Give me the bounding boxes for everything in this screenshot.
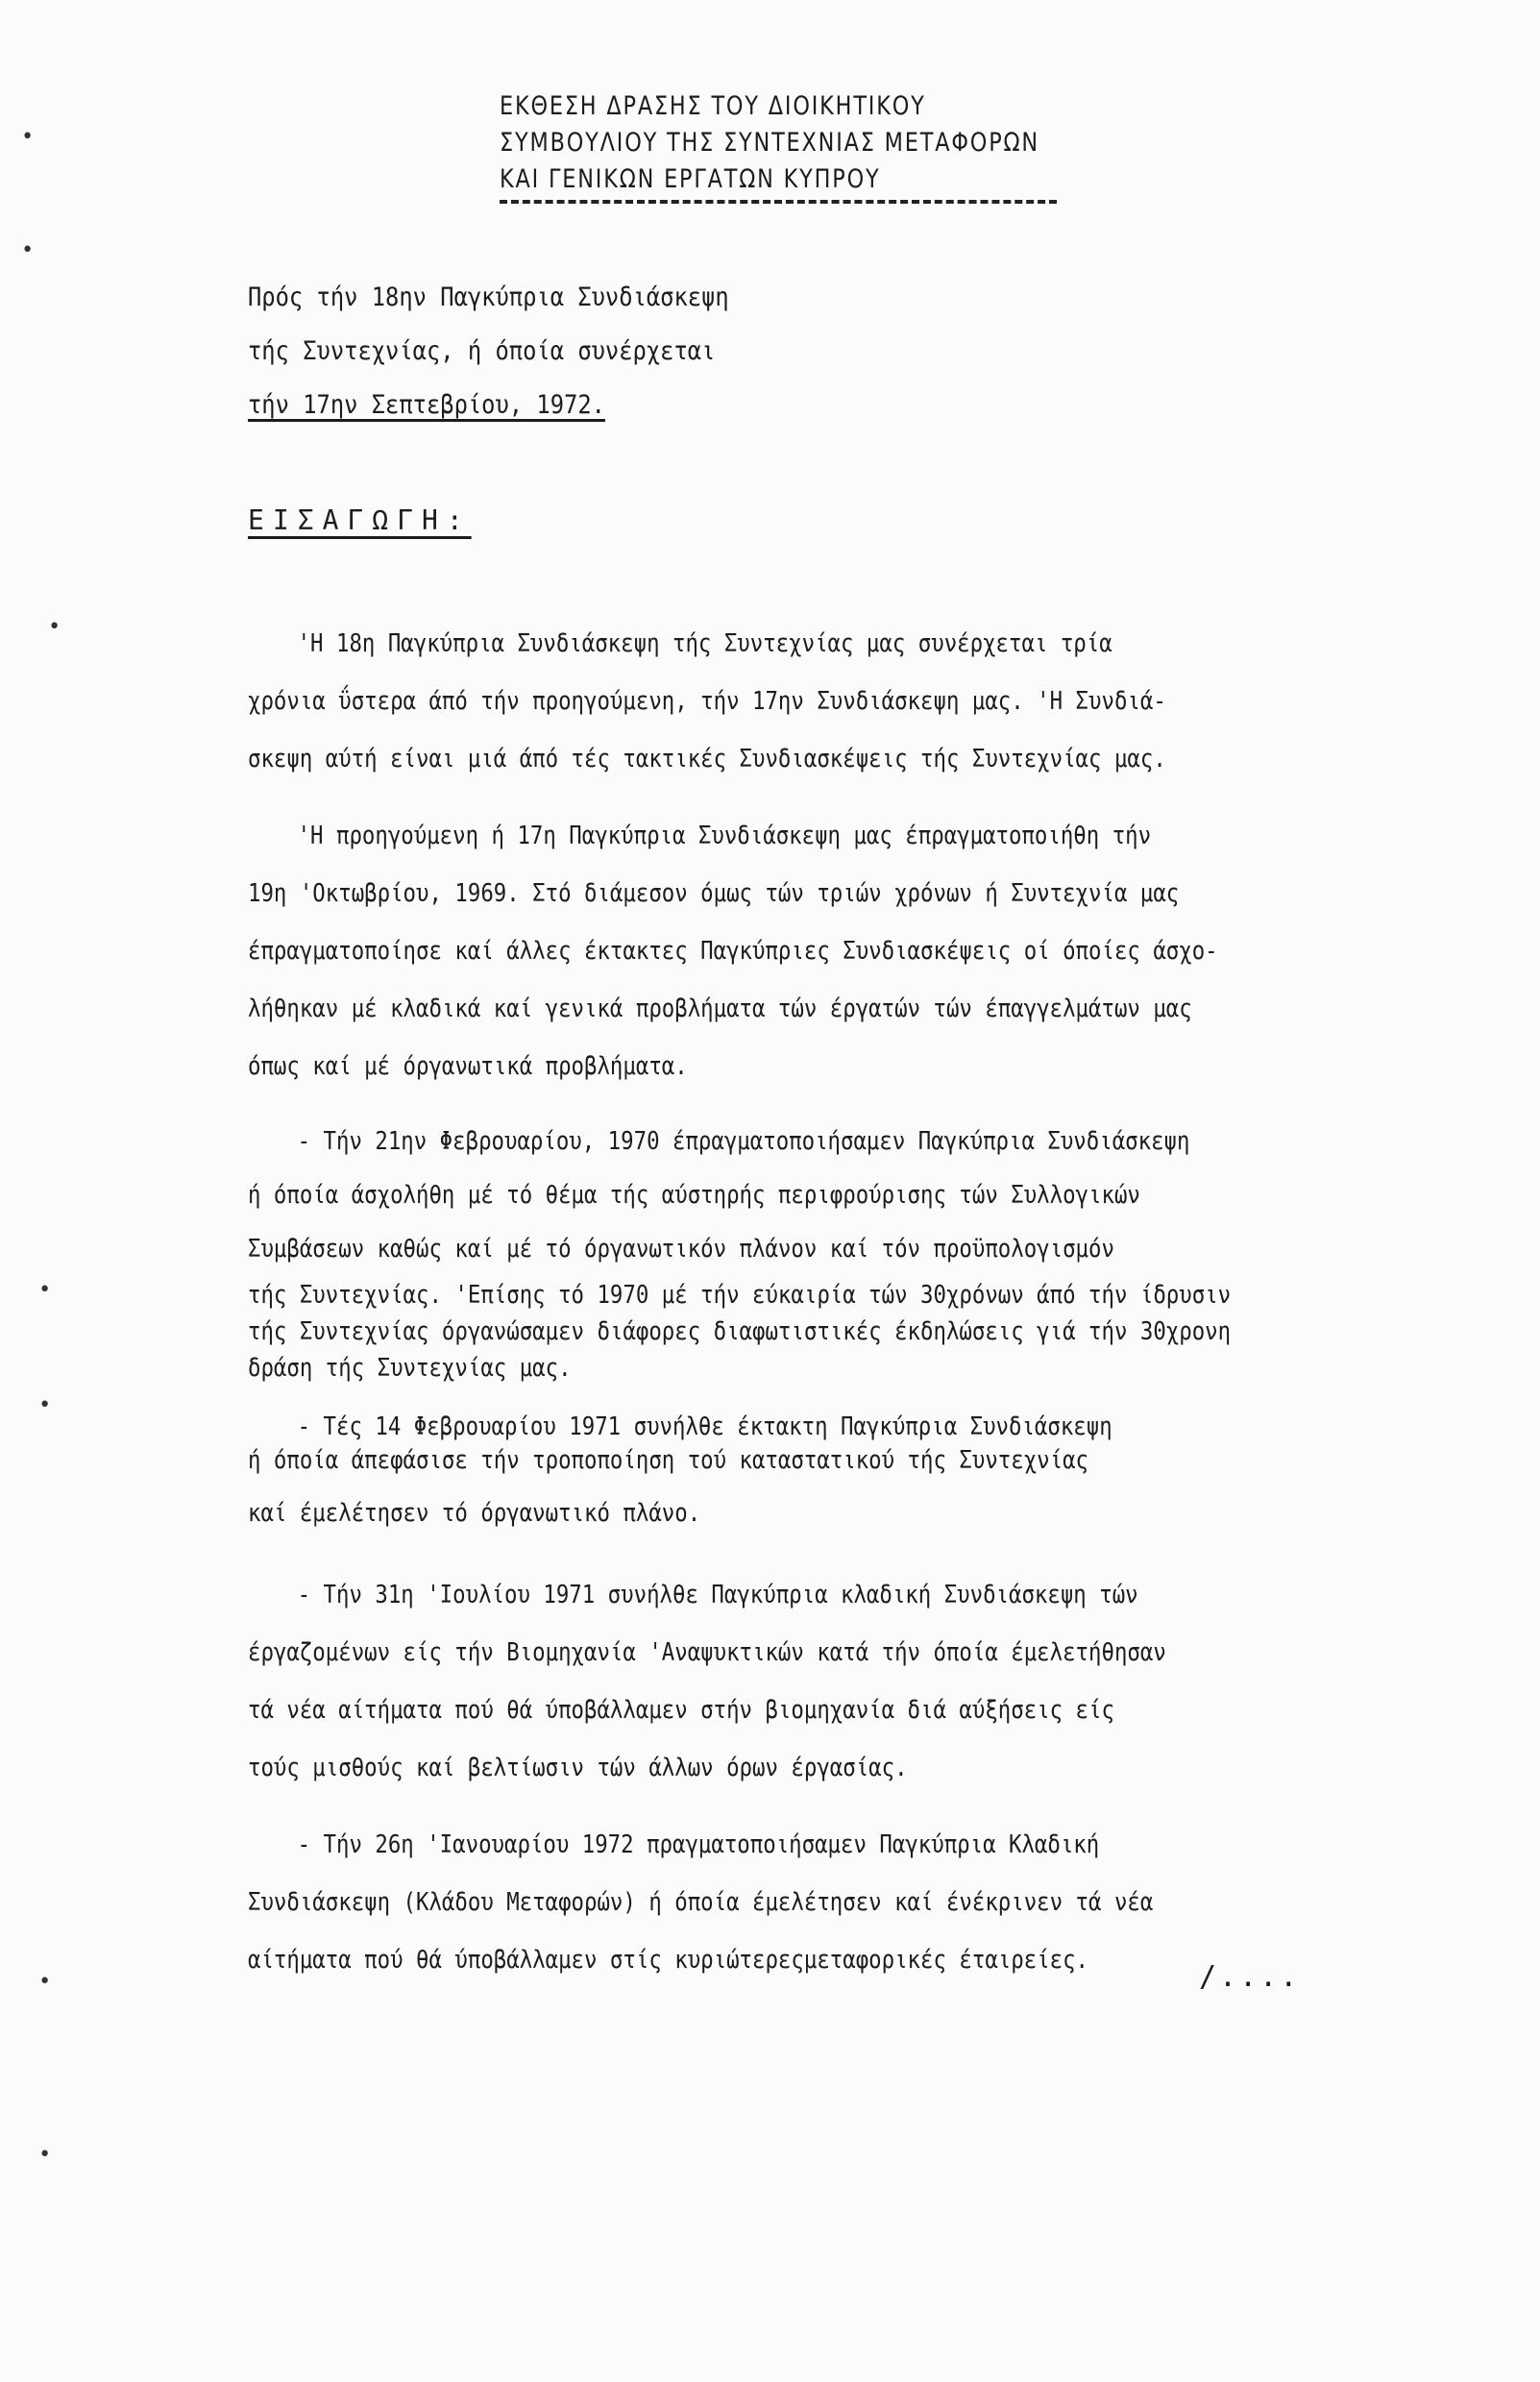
paragraph-line: 'Η προηγούμενη ή 17η Παγκύπρια Συνδιάσκεψη μας έπραγματοποιήθη τήν <box>297 822 1152 850</box>
paragraph-line: - Τήν 31η 'Ιουλίου 1971 συνήλθε Παγκύπρια κλαδική Συνδιάσκεψη τών <box>297 1581 1138 1609</box>
paragraph-line: 19η 'Οκτωβρίου, 1969. Στό διάμεσον όμως τών τριών χρόνων ή Συντεχνία μας <box>248 879 1180 908</box>
paragraph-line: καί έμελέτησεν τό όργανωτικό πλάνο. <box>248 1499 701 1528</box>
paragraph-february-1970 <box>248 1115 1430 1387</box>
margin-speck-mark: • <box>48 615 61 639</box>
paragraph-line: έπραγματοποίησε καί άλλες έκτακτες Παγκύπριες Συνδιασκέψεις οί όποίες άσχο- <box>248 937 1218 966</box>
margin-speck-mark: • <box>38 1393 52 1417</box>
addressee-line-2: τής Συντεχνίας, ή όποία συνέρχεται <box>248 336 716 366</box>
paragraph-line: ή όποία άσχολήθη μέ τό θέμα τής αύστηρής περιφρούρισης τών Συλλογικών <box>248 1181 1140 1210</box>
paragraph-line: τά νέα αίτήματα πού θά ύποβάλλαμεν στήν βιομηχανία διά αύξήσεις είς <box>248 1696 1114 1725</box>
margin-speck-mark: • <box>21 125 35 149</box>
paragraph-line: δράση τής Συντεχνίας μας. <box>248 1354 572 1383</box>
paragraph-line: όπως καί μέ όργανωτικά προβλήματα. <box>248 1052 688 1081</box>
title-dashed-rule <box>500 200 1057 204</box>
paragraph-line: ή όποία άπεφάσισε τήν τροποποίηση τού καταστατικού τής Συντεχνίας <box>248 1446 1089 1475</box>
margin-speck-mark: • <box>21 238 35 262</box>
paragraph-previous-conference <box>248 807 1430 1095</box>
paragraph-line: Συμβάσεων καθώς καί μέ τό όργανωτικόν πλάνον καί τόν προϋπολογισμόν <box>248 1235 1114 1264</box>
paragraph-line: 'Η 18η Παγκύπρια Συνδιάσκεψη τής Συντεχνίας μας συνέρχεται τρία <box>297 629 1112 658</box>
addressee-block <box>248 271 729 432</box>
paragraph-february-1971 <box>248 1412 1430 1547</box>
paragraph-line: Συνδιάσκεψη (Κλάδου Μεταφορών) ή όποία έμελέτησεν καί ένέκρινεν τά νέα <box>248 1888 1154 1917</box>
paragraph-line: χρόνια ΰστερα άπό τήν προηγούμενη, τήν 17ην Συνδιάσκεψη μας. 'Η Συνδιά- <box>248 687 1166 716</box>
paragraph-line: έργαζομένων είς τήν Βιομηχανία 'Αναψυκτικών κατά τήν όποία έμελετήθησαν <box>248 1638 1166 1667</box>
paragraph-july-1971 <box>248 1566 1430 1797</box>
paragraph-intro <box>248 615 1430 788</box>
paragraph-line: - Τές 14 Φεβρουαρίου 1971 συνήλθε έκτακτη Παγκύπρια Συνδιάσκεψη <box>297 1412 1112 1441</box>
margin-speck-mark: • <box>38 1278 52 1302</box>
addressee-date-line: τήν 17ην Σεπτεβρίου, 1972. <box>248 390 605 420</box>
paragraph-line: - Τήν 21ην Φεβρουαρίου, 1970 έπραγματοποιήσαμεν Παγκύπρια Συνδιάσκεψη <box>297 1127 1190 1156</box>
title-line-2: ΣΥΜΒΟΥΛΙΟΥ ΤΗΣ ΣΥΝΤΕΧΝΙΑΣ ΜΕΤΑΦΟΡΩΝ <box>500 128 1039 158</box>
paragraph-line: τής Συντεχνίας. 'Επίσης τό 1970 μέ τήν εύκαιρία τών 30χρόνων άπό τήν ίδρυσιν <box>248 1281 1232 1310</box>
margin-speck-mark: • <box>38 2143 52 2167</box>
paragraph-line: - Τήν 26η 'Ιανουαρίου 1972 πραγματοποιήσαμεν Παγκύπρια Κλαδική <box>297 1830 1100 1859</box>
paragraph-line: λήθηκαν μέ κλαδικά καί γενικά προβλήματα τών έργατών τών έπαγγελμάτων μας <box>248 995 1192 1023</box>
paragraph-line: αίτήματα πού θά ύποβάλλαμεν στίς κυριώτερεςμεταφορικές έταιρείες. <box>248 1946 1089 1975</box>
report-title <box>500 88 1076 198</box>
title-line-1: ΕΚΘΕΣΗ ΔΡΑΣΗΣ ΤΟΥ ΔΙΟΙΚΗΤΙΚΟΥ <box>500 91 926 121</box>
title-line-3: ΚΑΙ ΓΕΝΙΚΩΝ ΕΡΓΑΤΩΝ ΚΥΠΡΟΥ <box>500 164 881 194</box>
paragraph-line: τούς μισθούς καί βελτίωσιν τών άλλων όρων έργασίας. <box>248 1754 908 1782</box>
paragraph-line: σκεψη αύτή είναι μιά άπό τές τακτικές Συνδιασκέψεις τής Συντεχνίας μας. <box>248 745 1166 774</box>
continuation-mark: /.... <box>1199 1960 1301 1994</box>
section-heading: ΕΙΣΑΓΩΓΗ: <box>248 504 472 536</box>
addressee-line-1: Πρός τήν 18ην Παγκύπρια Συνδιάσκεψη <box>248 282 729 312</box>
margin-speck-mark: • <box>38 1970 52 1994</box>
paragraph-line: τής Συντεχνίας όργανώσαμεν διάφορες διαφωτιστικές έκδηλώσεις γιά τήν 30χρονη <box>248 1317 1232 1346</box>
